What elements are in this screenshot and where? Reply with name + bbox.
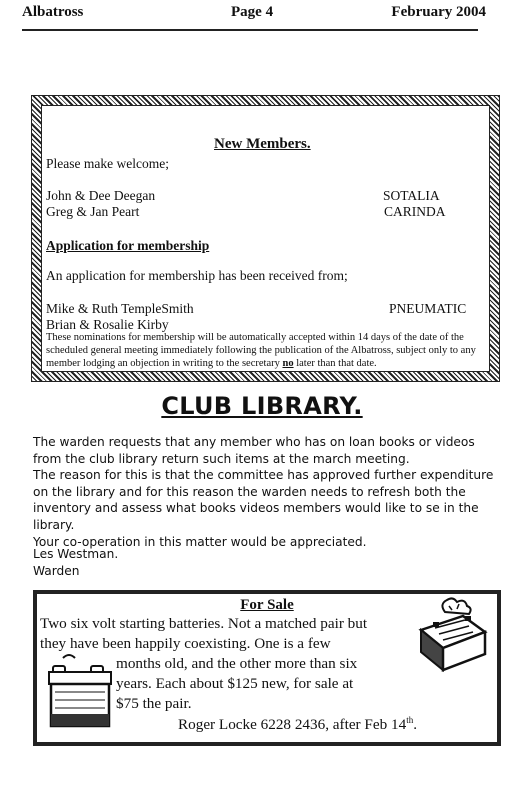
newsletter-name: Albatross bbox=[22, 4, 84, 20]
nomination-notes bbox=[46, 331, 498, 370]
application-intro: An application for membership has been received from; bbox=[46, 268, 348, 283]
library-body bbox=[33, 434, 503, 550]
member-boat: CARINDA bbox=[384, 204, 446, 219]
notes-emphasis: no bbox=[282, 358, 294, 369]
library-paragraph: Your co-operation in this matter would be appreciated. bbox=[33, 534, 367, 549]
library-title: CLUB LIBRARY. bbox=[161, 392, 363, 420]
notes-text: These nominations for membership will be automatically accepted within 14 days of the date of the scheduled general meeting immediately following the publication of the Albatross, subject only to any member lodging an objection in writing to the secretary bbox=[46, 332, 476, 369]
sale-line: years. Each about $125 new, for sale at bbox=[116, 675, 354, 692]
page-header bbox=[22, 4, 498, 28]
sale-contact bbox=[178, 715, 417, 734]
notes-text-end: later than that date. bbox=[293, 358, 377, 369]
page-number: Page 4 bbox=[231, 4, 274, 20]
sale-line: they have been happily coexisting. One is a few bbox=[40, 635, 331, 652]
sale-line: Two six volt starting batteries. Not a matched pair but bbox=[40, 615, 368, 632]
contact-end: . bbox=[413, 716, 417, 734]
new-members-inner bbox=[41, 105, 490, 372]
new-members-title: New Members. bbox=[214, 136, 311, 152]
car-battery-icon bbox=[45, 652, 117, 734]
library-signoff bbox=[33, 546, 118, 579]
member-name: Greg & Jan Peart bbox=[46, 204, 140, 219]
welcome-text: Please make welcome; bbox=[46, 156, 169, 171]
contact-sup: th bbox=[406, 715, 414, 725]
sale-line: months old, and the other more than six bbox=[116, 655, 358, 672]
signoff-role: Warden bbox=[33, 563, 80, 578]
application-title: Application for membership bbox=[46, 238, 210, 253]
sale-line: $75 the pair. bbox=[116, 695, 192, 712]
applicant-name: Brian & Rosalie Kirby bbox=[46, 317, 169, 332]
applicant-boat: PNEUMATIC bbox=[389, 301, 467, 316]
library-paragraph: The reason for this is that the committee has approved further expenditure on the library and for this reason the warden needs to refresh both the inventory and assess what books videos members would like to se in the library. bbox=[33, 468, 494, 532]
issue-date: February 2004 bbox=[391, 4, 486, 20]
new-members-box bbox=[31, 95, 500, 382]
exploding-battery-icon bbox=[415, 596, 489, 674]
for-sale-title: For Sale bbox=[240, 597, 294, 613]
applicant-name: Mike & Ruth TempleSmith bbox=[46, 301, 194, 316]
for-sale-box bbox=[33, 590, 501, 746]
member-name: John & Dee Deegan bbox=[46, 188, 156, 203]
library-paragraph: The warden requests that any member who has on loan books or videos from the club library return such items at the march meeting. bbox=[33, 435, 475, 466]
member-boat: SOTALIA bbox=[383, 188, 440, 203]
contact-text: Roger Locke 6228 2436, after Feb 14 bbox=[178, 716, 407, 734]
header-rule bbox=[22, 29, 478, 31]
signoff-name: Les Westman. bbox=[33, 547, 119, 561]
